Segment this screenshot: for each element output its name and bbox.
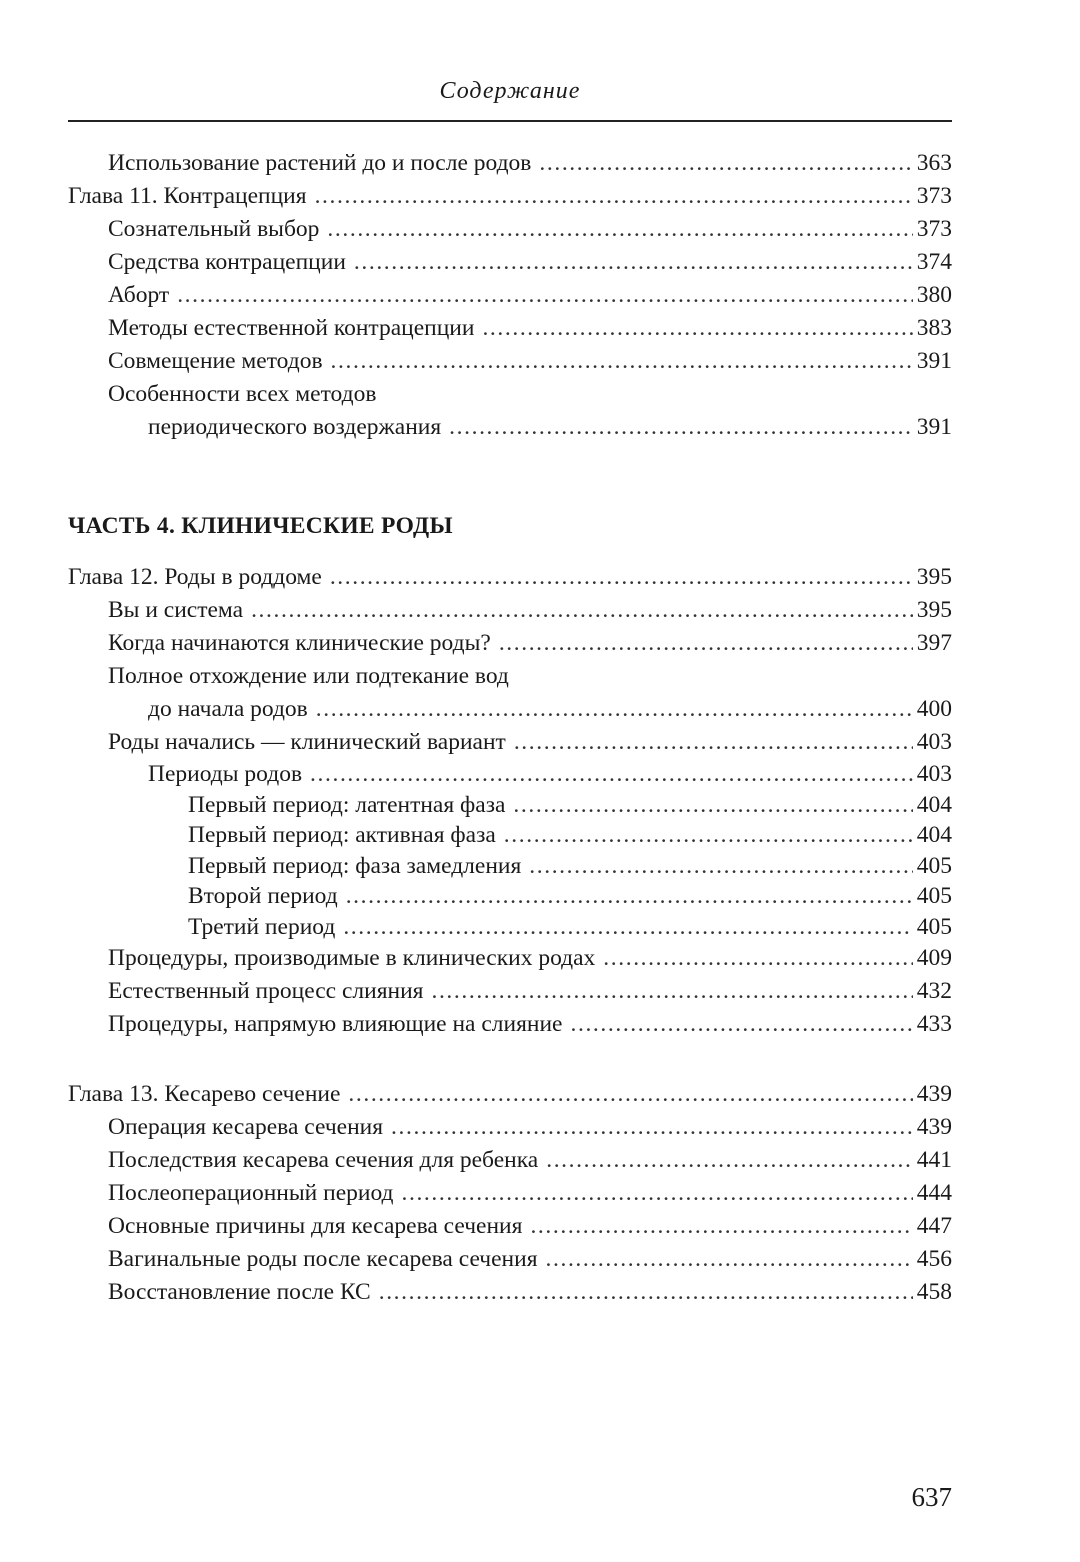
dot-leader (529, 851, 912, 882)
toc-block-chapter-11 (68, 147, 952, 444)
toc-entry-title: Операция кесарева сечения (108, 1114, 384, 1140)
toc-chapter-entry (68, 180, 952, 213)
toc-entry-title: Совмещение методов (108, 348, 323, 374)
dot-leader (431, 975, 912, 1008)
toc-entry (68, 1177, 952, 1210)
dot-leader (330, 561, 913, 594)
toc-entry-title: Глава 11. Контрацепция (68, 183, 307, 209)
toc-entry (68, 147, 952, 180)
dot-leader (316, 693, 913, 726)
dot-leader (331, 345, 913, 378)
toc-entry-title: Средства контрацепции (108, 249, 346, 275)
dot-leader (327, 213, 912, 246)
toc-entry-page: 403 (916, 729, 952, 755)
toc-entry (68, 759, 952, 790)
toc-chapter-entry (68, 1078, 952, 1111)
toc-entry-page: 433 (916, 1011, 952, 1037)
dot-leader (315, 180, 913, 213)
toc-entry (68, 851, 952, 882)
dot-leader (513, 790, 912, 821)
toc-entry (68, 279, 952, 312)
toc-entry-title: Периоды родов (148, 761, 303, 787)
toc-entry-page: 432 (916, 978, 952, 1004)
toc-entry-title: Когда начинаются клинические роды? (108, 630, 491, 656)
toc-entry (68, 790, 952, 821)
toc-entry (68, 1276, 952, 1309)
toc-entry-title: Методы естественной контрацепции (108, 315, 475, 341)
toc-entry-page: 441 (916, 1147, 952, 1173)
running-head: Содержание (439, 78, 581, 104)
toc-entry-title: Послеоперационный период (108, 1180, 394, 1206)
toc-entry-page: 383 (916, 315, 952, 341)
toc-entry-title: Вы и система (108, 597, 244, 623)
dot-leader (343, 912, 912, 943)
toc-entry-page: 391 (916, 414, 952, 440)
toc-entry (68, 726, 952, 759)
toc-entry-page: 363 (916, 150, 952, 176)
toc-entry-text: Особенности всех методов (108, 381, 377, 407)
dot-leader (571, 1008, 913, 1041)
toc-entry-page: 405 (916, 913, 952, 940)
dot-leader (482, 312, 912, 345)
toc-entry-page: 391 (916, 348, 952, 374)
toc-entry (68, 345, 952, 378)
toc-entry-page: 439 (916, 1114, 952, 1140)
toc-entry-page: 404 (916, 822, 952, 848)
toc-entry-title: Первый период: активная фаза (188, 822, 496, 848)
toc-entry (68, 693, 952, 726)
toc-entry (68, 1111, 952, 1144)
toc-entry-title: Основные причины для кесарева сечения (108, 1213, 523, 1239)
toc-entry-title: Третий период (188, 913, 336, 940)
toc-entry (68, 213, 952, 246)
toc-entry-page: 374 (916, 249, 952, 275)
toc-entry-page: 403 (916, 761, 952, 787)
toc-entry-page: 456 (916, 1246, 952, 1272)
dot-leader (603, 942, 912, 975)
header-rule (68, 120, 952, 122)
toc-entry (68, 975, 952, 1008)
dot-leader (499, 627, 913, 660)
toc-entry (68, 411, 952, 444)
toc-entry-page: 405 (916, 852, 952, 879)
toc-entry (68, 820, 952, 851)
toc-entry-page: 447 (916, 1213, 952, 1239)
dot-leader (449, 411, 913, 444)
dot-leader (530, 1210, 912, 1243)
part-heading: ЧАСТЬ 4. КЛИНИЧЕСКИЕ РОДЫ (68, 513, 453, 539)
toc-entry-title: Процедуры, производимые в клинических родах (108, 945, 596, 971)
dot-leader (354, 246, 913, 279)
toc-entry-title: Аборт (108, 282, 170, 308)
toc-entry (68, 1008, 952, 1041)
toc-entry-title: до начала родов (148, 696, 308, 722)
dot-leader (504, 820, 913, 851)
toc-entry-page: 400 (916, 696, 952, 722)
toc-entry-page: 444 (916, 1180, 952, 1206)
toc-entry (68, 912, 952, 943)
dot-leader (546, 1243, 913, 1276)
toc-entry-title: Процедуры, напрямую влияющие на слияние (108, 1011, 563, 1037)
toc-entry (68, 1144, 952, 1177)
toc-entry-title: Второй период (188, 883, 338, 909)
toc-entry-page: 395 (916, 597, 952, 623)
toc-entry-page: 404 (916, 791, 952, 818)
dot-leader (539, 147, 912, 180)
toc-entry-page: 409 (916, 945, 952, 971)
toc-entry-page: 397 (916, 630, 952, 656)
toc-entry-title: Последствия кесарева сечения для ребенка (108, 1147, 539, 1173)
toc-chapter-entry (68, 561, 952, 594)
dot-leader (391, 1111, 913, 1144)
dot-leader (346, 881, 913, 912)
toc-entry-page: 380 (916, 282, 952, 308)
toc-entry-page: 373 (916, 216, 952, 242)
dot-leader (514, 726, 913, 759)
dot-leader (402, 1177, 913, 1210)
toc-entry-page: 405 (916, 883, 952, 909)
dot-leader (177, 279, 913, 312)
page-number: 637 (911, 1482, 952, 1512)
toc-entry (68, 881, 952, 912)
toc-block-chapter-12 (68, 561, 952, 1041)
toc-entry (68, 942, 952, 975)
toc-entry-text: Полное отхождение или подтекание вод (108, 663, 509, 689)
toc-entry-title: Глава 12. Роды в роддоме (68, 564, 322, 590)
toc-entry-title: периодического воздержания (148, 414, 442, 440)
toc-entry (68, 246, 952, 279)
toc-entry-title: Восстановление после КС (108, 1279, 371, 1305)
toc-entry-page: 458 (916, 1279, 952, 1305)
dot-leader (379, 1276, 913, 1309)
toc-entry-title: Естественный процесс слияния (108, 978, 424, 1004)
toc-entry (68, 1210, 952, 1243)
toc-entry-title: Глава 13. Кесарево сечение (68, 1081, 341, 1107)
toc-entry-page: 439 (916, 1081, 952, 1107)
dot-leader (251, 594, 913, 627)
dot-leader (546, 1144, 913, 1177)
toc-entry-page: 395 (916, 564, 952, 590)
toc-entry-title: Использование растений до и после родов (108, 150, 532, 176)
toc-block-chapter-13 (68, 1078, 952, 1309)
toc-entry (68, 312, 952, 345)
toc-entry-title: Роды начались — клинический вариант (108, 729, 506, 755)
toc-entry (68, 1243, 952, 1276)
toc-entry-title: Первый период: фаза замедления (188, 852, 522, 879)
toc-entry (68, 594, 952, 627)
toc-entry-title: Первый период: латентная фаза (188, 791, 506, 818)
toc-entry-title: Сознательный выбор (108, 216, 320, 242)
dot-leader (348, 1078, 912, 1111)
dot-leader (310, 759, 913, 790)
toc-entry-page: 373 (916, 183, 952, 209)
toc-entry-title: Вагинальные роды после кесарева сечения (108, 1246, 538, 1272)
toc-entry (68, 627, 952, 660)
